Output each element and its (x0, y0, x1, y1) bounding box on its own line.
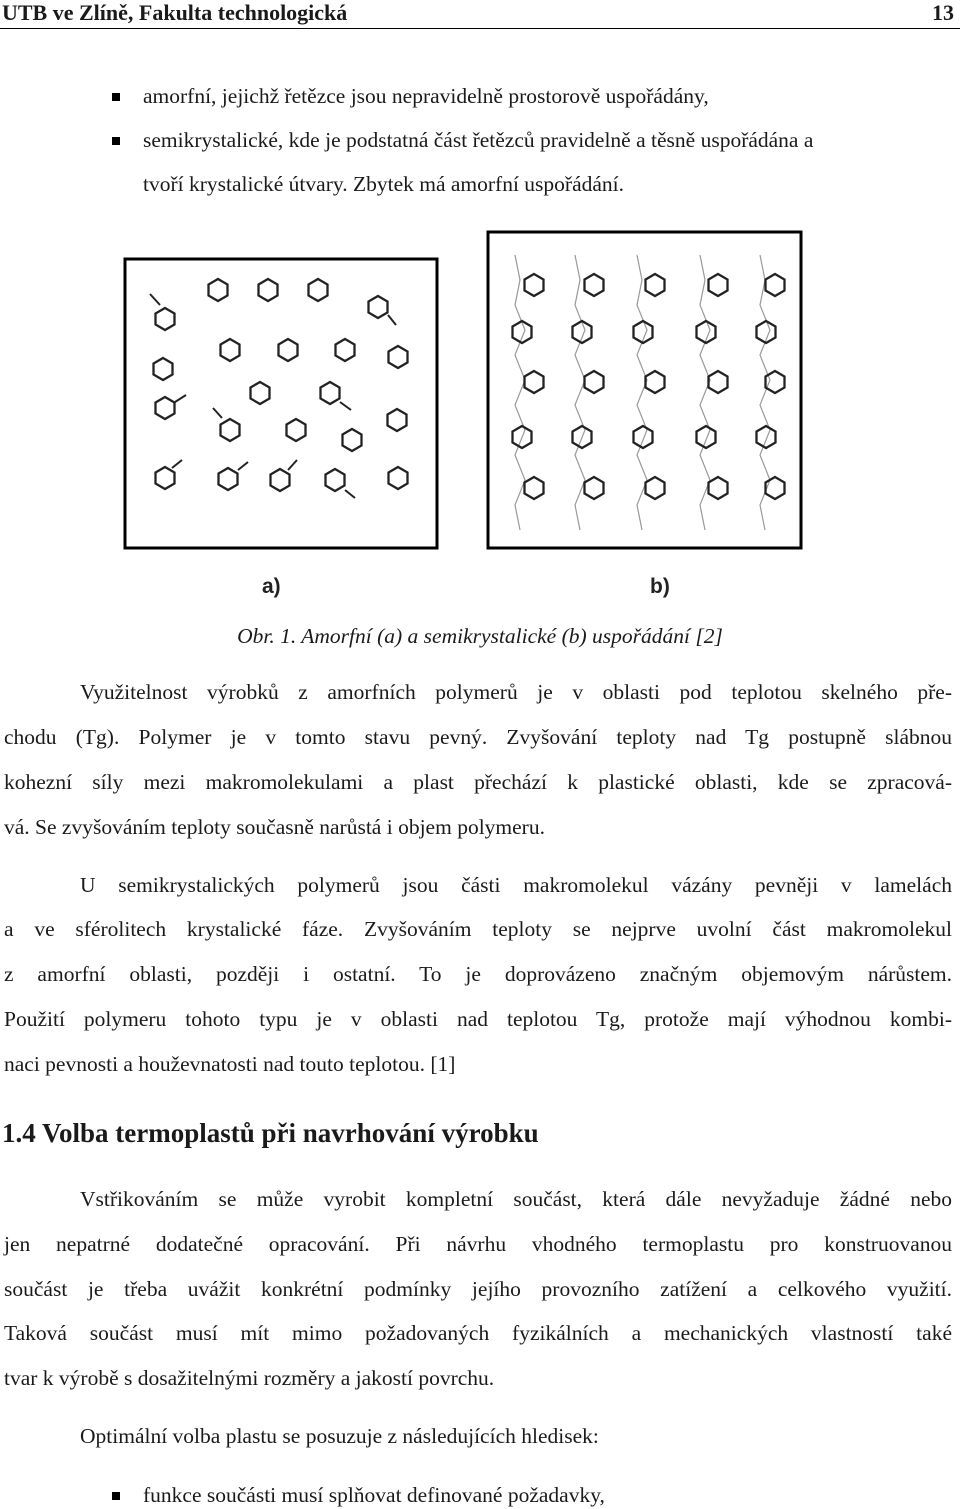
paragraph-line: vá. Se zvyšováním teploty současně narůstá i objem polymeru. (4, 815, 545, 839)
paragraph-line: jen nepatrné dodatečné opracování. Při návrhu vhodného termoplastu pro konstruovanou (4, 1232, 952, 1256)
figure-label-b: b) (650, 575, 670, 598)
paragraph-line: Taková součást musí mít mimo požadovaných fyzikálních a mechanických vlastností také (4, 1321, 952, 1345)
paragraph-line: z amorfní oblasti, později i ostatní. To je doprovázeno značným objemovým nárůstem. (4, 962, 952, 986)
paragraph-line: Vstřikováním se může vyrobit kompletní součást, která dále nevyžaduje žádné nebo (80, 1187, 952, 1211)
header-title: UTB ve Zlíně, Fakulta technologická (2, 0, 348, 25)
figure-caption: Obr. 1. Amorfní (a) a semikrystalické (b) uspořádání [2] (237, 624, 723, 648)
amorphous-panel (125, 259, 437, 548)
list-item-text: tvoří krystalické útvary. Zbytek má amorfní uspořádání. (143, 172, 625, 196)
paragraph-line: chodu (Tg). Polymer je v tomto stavu pevný. Zvyšování teploty nad Tg postupně slábnou (4, 725, 952, 749)
section-heading: 1.4 Volba termoplastů při navrhování výrobku (2, 1118, 539, 1148)
figure-label-a: a) (262, 575, 281, 598)
paragraph-line: Optimální volba plastu se posuzuje z následujících hledisek: (80, 1424, 599, 1448)
page-number: 13 (932, 0, 954, 25)
list-item-text: semikrystalické, kde je podstatná část řetězců pravidelně a těsně uspořádána a (143, 128, 814, 152)
list-item-text: funkce součásti musí splňovat definované požadavky, (143, 1483, 605, 1507)
paragraph-line: U semikrystalických polymerů jsou části makromolekul vázány pevněji v lamelách (80, 873, 952, 897)
paragraph-line: kohezní síly mezi makromolekulami a plast přechází k plastické oblasti, kde se zpracová- (4, 770, 952, 794)
semicrystalline-panel (488, 232, 801, 548)
bullet-square-icon (112, 1492, 120, 1500)
polymer-structure-figure (0, 0, 960, 620)
paragraph-line: Využitelnost výrobků z amorfních polymerů je v oblasti pod teplotou skelného pře- (80, 680, 952, 704)
paragraph-line: naci pevnosti a houževnatosti nad touto teplotou. [1] (4, 1052, 456, 1076)
paragraph-line: Použití polymeru tohoto typu je v oblasti nad teplotou Tg, protože mají výhodnou kombi- (4, 1007, 952, 1031)
paragraph-line: součást je třeba uvážit konkrétní podmínky jejího provozního zatížení a celkového využití. (4, 1277, 952, 1301)
paragraph-line: tvar k výrobě s dosažitelnými rozměry a jakostí povrchu. (4, 1366, 495, 1390)
paragraph-line: a ve sférolitech krystalické fáze. Zvyšováním teploty se nejprve uvolní část makromolekul (4, 917, 952, 941)
list-item-text: amorfní, jejichž řetězce jsou nepravidelně prostorově uspořádány, (143, 84, 709, 108)
